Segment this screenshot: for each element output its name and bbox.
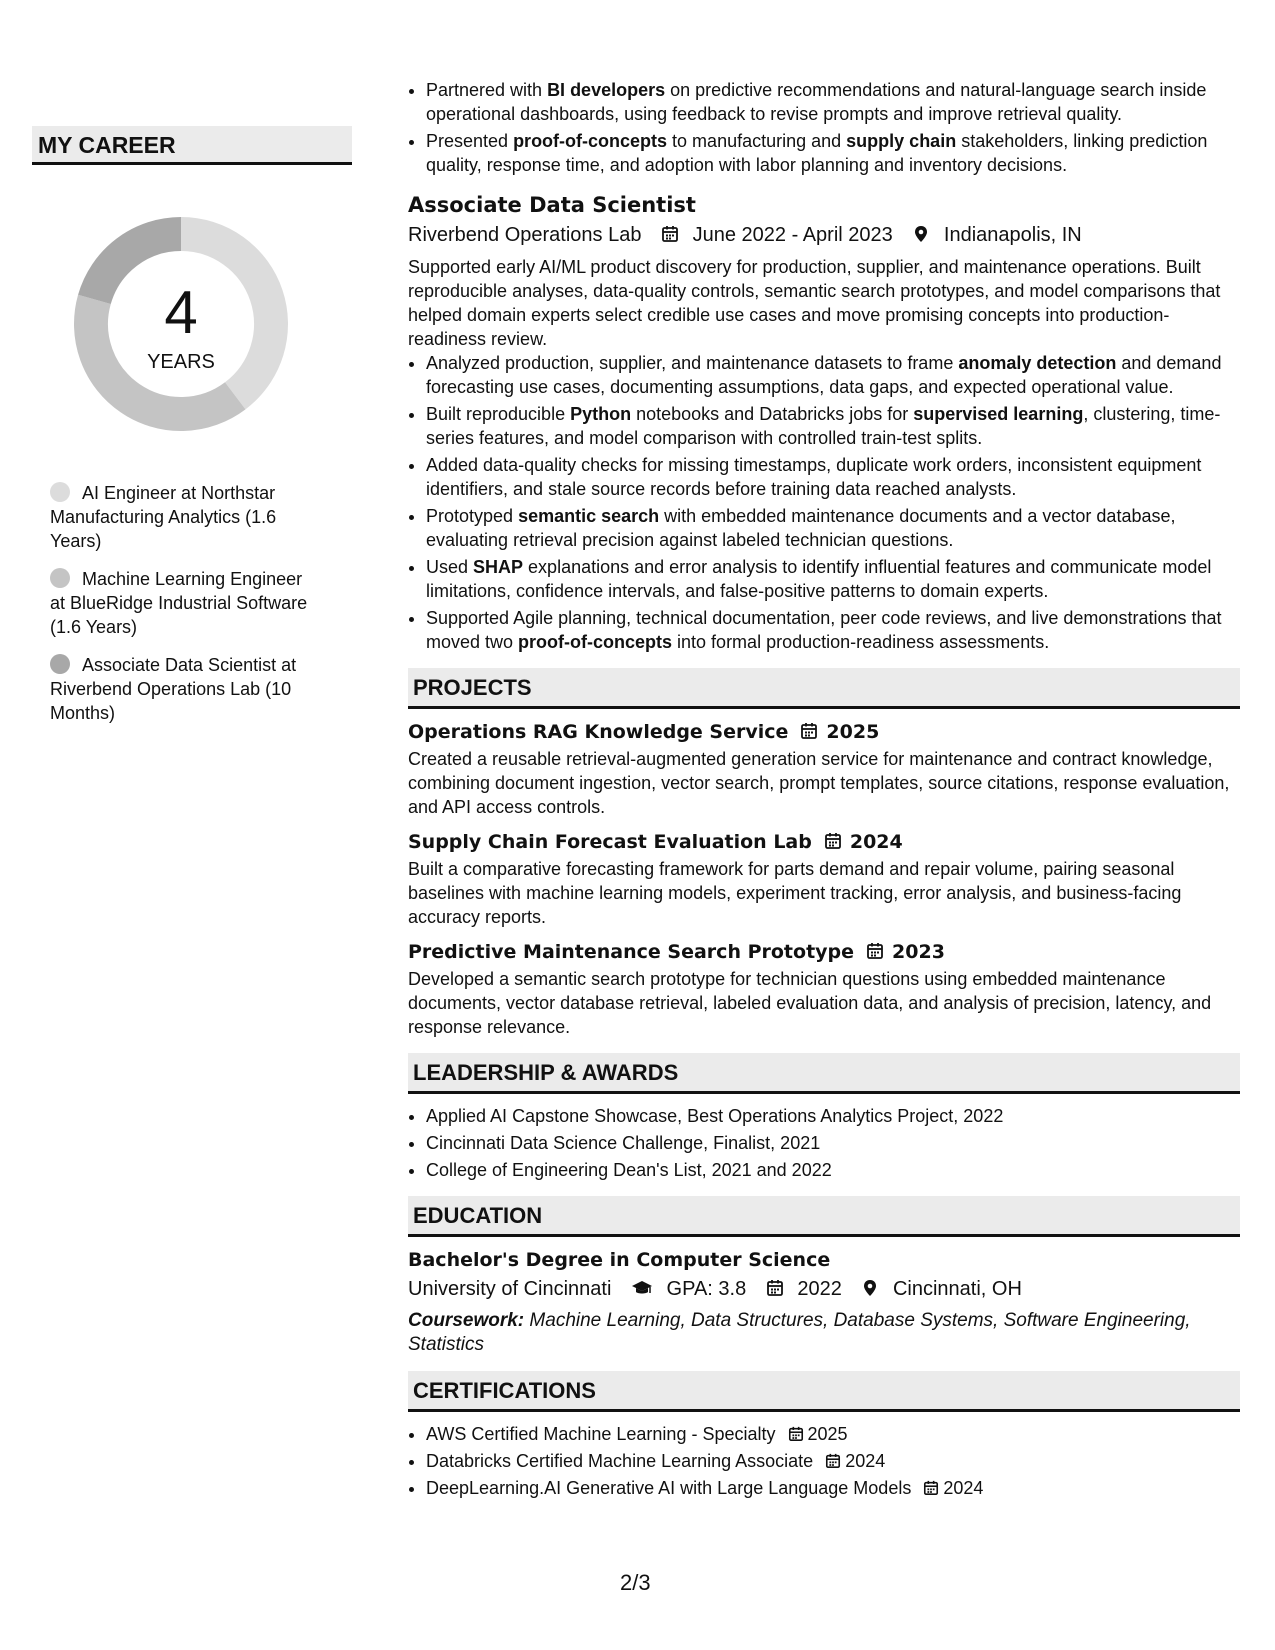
- bullet-text: Analyzed production, supplier, and maintenance datasets to frame: [426, 353, 959, 373]
- job-meta: [408, 221, 1240, 249]
- bullet-text: Used: [426, 557, 474, 577]
- certification-item: [426, 1476, 1240, 1500]
- calendar-icon: [661, 225, 679, 243]
- education-degree: Bachelor's Degree in Computer Science: [408, 1249, 831, 1271]
- legend-label: AI Engineer at Northstar Manufacturing Analytics (1.6 Years): [50, 483, 277, 551]
- location-pin-icon: [912, 225, 930, 243]
- certification-year: 2025: [807, 1424, 848, 1444]
- bullet-text: into formal production-readiness assessments.: [672, 632, 1050, 652]
- bullet-item: [426, 453, 1240, 501]
- bullet-text: explanations and error analysis to identify influential features and communicate model limitations, confidence intervals, and false-positive patterns to domain experts.: [426, 557, 1212, 601]
- calendar-icon: [923, 1480, 939, 1496]
- certification-item: [426, 1422, 1240, 1446]
- legend-dot: [50, 482, 70, 502]
- project-year: 2024: [849, 831, 903, 853]
- job-location: Indianapolis, IN: [943, 224, 1082, 246]
- education-header: EDUCATION: [408, 1196, 1240, 1237]
- main-column: [408, 78, 1240, 1503]
- project-name: Supply Chain Forecast Evaluation Lab: [408, 831, 812, 853]
- coursework-label: Coursework:: [408, 1310, 525, 1331]
- job-summary: Supported early AI/ML product discovery for production, supplier, and maintenance operations. Built reproducible analyses, data-quality controls, semantic search prototypes, and model comparisons that helped domain experts select credible use cases and move promising concepts into production-readiness review.: [408, 257, 1221, 349]
- bullet-item: [426, 504, 1240, 552]
- certification-name: AWS Certified Machine Learning - Specialty: [426, 1424, 776, 1444]
- bullet-item: [426, 555, 1240, 603]
- job-title: Associate Data Scientist: [408, 193, 696, 217]
- certifications-header: CERTIFICATIONS: [408, 1371, 1240, 1412]
- job-bullets: [408, 351, 1240, 654]
- bullet-text: to manufacturing and: [667, 131, 847, 151]
- donut-years-label: YEARS: [147, 351, 215, 373]
- legend-item: [50, 653, 320, 725]
- bullet-text: with embedded maintenance documents and a vector database, evaluating retrieval precision against labeled technician questions.: [426, 506, 1176, 550]
- calendar-icon: [788, 1426, 804, 1442]
- bullet-text: , clustering, time-series features, and model comparison with controlled train-test splits.: [426, 404, 1221, 448]
- bold-keyword: supervised learning: [913, 404, 1084, 424]
- legend-dot: [50, 654, 70, 674]
- certifications-list: [408, 1422, 1240, 1500]
- education-meta: [408, 1275, 1240, 1303]
- location-pin-icon: [861, 1279, 879, 1297]
- award-item: • Applied AI Capstone Showcase, Best Operations Analytics Project, 2022: [426, 1104, 1240, 1128]
- bullet-text: Presented: [426, 131, 514, 151]
- bullet-item: [426, 129, 1240, 177]
- job-company: Riverbend Operations Lab: [408, 224, 642, 246]
- certification-item: [426, 1449, 1240, 1473]
- project-title: [408, 719, 1240, 745]
- education-coursework: [408, 1309, 1240, 1357]
- project-year: 2025: [826, 721, 880, 743]
- project-description: Built a comparative forecasting framework for parts demand and repair volume, pairing seasonal baselines with machine learning models, experiment tracking, error analysis, and business-facing accuracy reports.: [408, 859, 1182, 927]
- bullet-text: Partnered with: [426, 80, 548, 100]
- bullet-text: notebooks and Databricks jobs for: [631, 404, 914, 424]
- project-title: [408, 829, 1240, 855]
- legend-dot: [50, 568, 70, 588]
- bullet-item: [426, 78, 1240, 126]
- career-legend: [50, 481, 320, 725]
- legend-label: Associate Data Scientist at Riverbend Operations Lab (10 Months): [50, 655, 297, 723]
- career-donut: [66, 209, 296, 439]
- career-header: MY CAREER: [32, 126, 352, 165]
- award-item: • College of Engineering Dean's List, 2021 and 2022: [426, 1158, 1240, 1182]
- calendar-icon: [824, 832, 842, 850]
- bullet-item: [426, 402, 1240, 450]
- project-name: Predictive Maintenance Search Prototype: [408, 941, 855, 963]
- leadership-list: [408, 1104, 1240, 1182]
- page-number: 2/3: [620, 1570, 651, 1595]
- bullet-item: [426, 351, 1240, 399]
- award-item: • Cincinnati Data Science Challenge, Finalist, 2021: [426, 1131, 1240, 1155]
- bold-keyword: proof-of-concepts: [513, 131, 668, 151]
- bullet-text: Prototyped: [426, 506, 519, 526]
- donut-years-number: 4: [164, 279, 198, 346]
- calendar-icon: [800, 722, 818, 740]
- graduation-cap-icon: [631, 1279, 653, 1297]
- project-title: [408, 939, 1240, 965]
- bold-keyword: proof-of-concepts: [518, 632, 673, 652]
- legend-item: [50, 481, 320, 553]
- education-gpa: GPA: 3.8: [666, 1278, 747, 1300]
- legend-item: [50, 567, 320, 639]
- education-year: 2022: [797, 1278, 842, 1300]
- sidebar: [32, 126, 352, 739]
- certification-year: 2024: [845, 1451, 886, 1471]
- bullet-text: on predictive recommendations and natural-language search inside operational dashboards, using feedback to revise prompts and improve retrieval quality.: [426, 80, 1207, 124]
- bold-keyword: BI developers: [547, 80, 666, 100]
- projects-list: [408, 719, 1240, 1039]
- project-year: 2023: [892, 941, 945, 963]
- calendar-icon: [825, 1453, 841, 1469]
- bold-keyword: SHAP: [473, 557, 524, 577]
- education-school: University of Cincinnati: [408, 1278, 612, 1300]
- bold-keyword: Python: [570, 404, 632, 424]
- project-description: Developed a semantic search prototype for technician questions using embedded maintenance documents, vector database retrieval, labeled evaluation data, and analysis of precision, latency, and response relevance.: [408, 969, 1212, 1037]
- education-location: Cincinnati, OH: [892, 1278, 1022, 1300]
- bold-keyword: supply chain: [846, 131, 957, 151]
- projects-header: PROJECTS: [408, 668, 1240, 709]
- bullet-text: Supported Agile planning, technical documentation, peer code reviews, and live demonstrations that moved two: [426, 608, 1222, 652]
- leadership-header: LEADERSHIP & AWARDS: [408, 1053, 1240, 1094]
- project-description: Created a reusable retrieval-augmented generation service for maintenance and contract knowledge, combining document ingestion, vector search, prompt templates, source citations, response evaluation, and API access controls.: [408, 749, 1230, 817]
- calendar-icon: [766, 1279, 784, 1297]
- bold-keyword: semantic search: [518, 506, 660, 526]
- coursework-list: Machine Learning, Data Structures, Database Systems, Software Engineering, Statistics: [408, 1310, 1191, 1355]
- bullet-text: Built reproducible: [426, 404, 571, 424]
- bullet-text: Added data-quality checks for missing timestamps, duplicate work orders, inconsistent equipment identifiers, and stale source records before training data reached analysts.: [426, 455, 1202, 499]
- bullet-text: and demand forecasting use cases, documenting assumptions, data gaps, and expected operational value.: [426, 353, 1222, 397]
- bullet-text: stakeholders, linking prediction quality, response time, and adoption with labor planning and inventory decisions.: [426, 131, 1208, 175]
- calendar-icon: [866, 942, 884, 960]
- job-dates: June 2022 - April 2023: [692, 224, 893, 246]
- certification-year: 2024: [943, 1478, 984, 1498]
- certification-name: DeepLearning.AI Generative AI with Large Language Models: [426, 1478, 912, 1498]
- previous-job-bullets: [408, 78, 1240, 177]
- bullet-item: [426, 606, 1240, 654]
- project-name: Operations RAG Knowledge Service: [408, 721, 789, 743]
- legend-label: Machine Learning Engineer at BlueRidge Industrial Software (1.6 Years): [50, 569, 308, 637]
- certification-name: Databricks Certified Machine Learning Associate: [426, 1451, 814, 1471]
- bold-keyword: anomaly detection: [958, 353, 1117, 373]
